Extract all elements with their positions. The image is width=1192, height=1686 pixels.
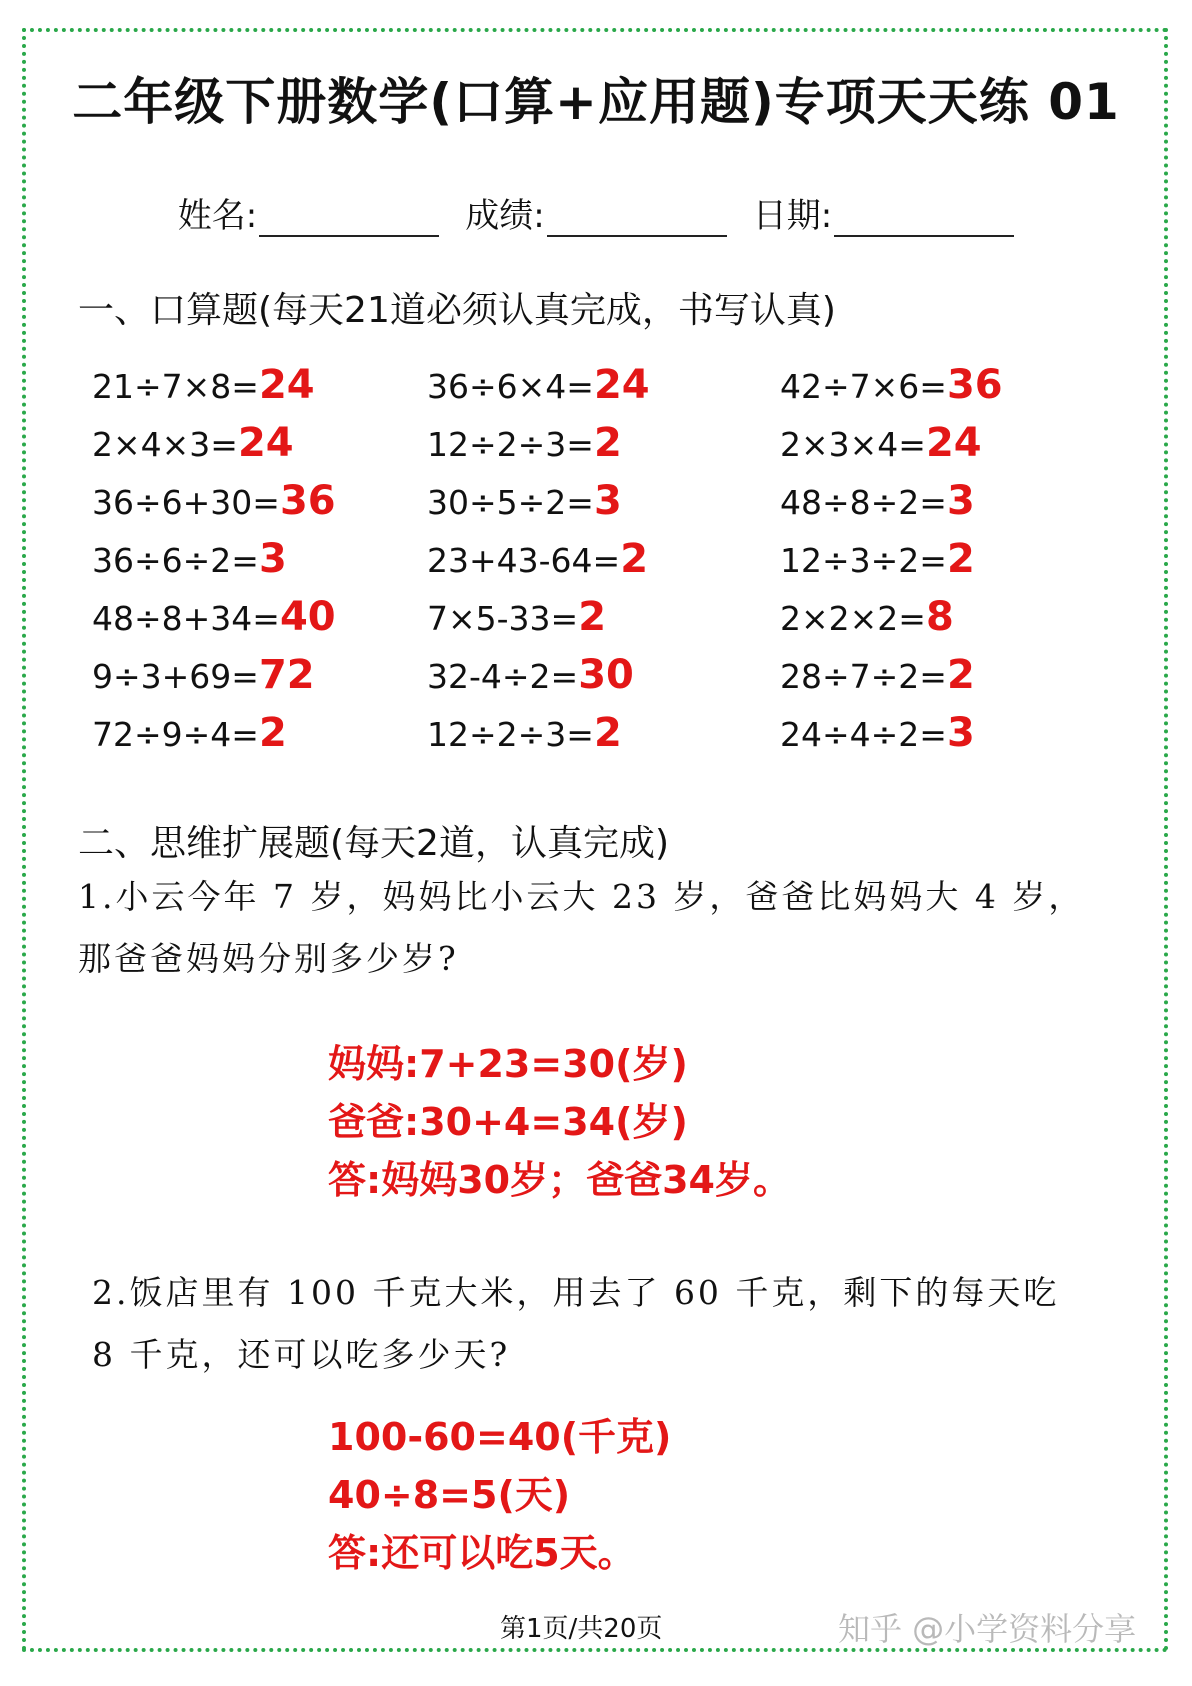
answer: 2 <box>258 710 287 756</box>
problem: 32-4÷2=30 <box>427 652 634 698</box>
problem: 12÷3÷2=2 <box>780 536 975 582</box>
name-field[interactable]: 姓名: <box>178 188 439 237</box>
problem: 42÷7×6=36 <box>780 362 1003 408</box>
answer: 36 <box>279 478 336 524</box>
section2-heading: 二、思维扩展题(每天2道，认真完成) <box>78 823 669 864</box>
problem: 2×3×4=24 <box>780 420 982 466</box>
solution-2: 100-60=40(千克) 40÷8=5(天) 答:还可以吃5天。 <box>328 1415 672 1575</box>
question-1: 1.小云今年 7 岁，妈妈比小云大 23 岁，爸爸比妈妈大 4 岁， 那爸爸妈妈分别多少岁? <box>78 877 1085 978</box>
problem: 36÷6÷2=3 <box>92 536 287 582</box>
answer: 2 <box>593 710 622 756</box>
problem: 36÷6×4=24 <box>427 362 650 408</box>
problem: 7×5-33=2 <box>427 594 607 640</box>
problem: 2×2×2=8 <box>780 594 954 640</box>
problem: 28÷7÷2=2 <box>780 652 975 698</box>
answer: 3 <box>593 478 622 524</box>
problem: 12÷2÷3=2 <box>427 420 622 466</box>
date-blank[interactable] <box>834 205 1014 237</box>
answer: 2 <box>593 420 622 466</box>
answer: 36 <box>946 362 1003 408</box>
problem: 2×4×3=24 <box>92 420 294 466</box>
problem: 36÷6+30=36 <box>92 478 336 524</box>
answer: 2 <box>578 594 607 640</box>
name-blank[interactable] <box>259 205 439 237</box>
date-field[interactable]: 日期: <box>753 188 1014 237</box>
answer: 24 <box>593 362 650 408</box>
page-title: 二年级下册数学(口算+应用题)专项天天练 01 <box>72 73 1120 131</box>
problem: 48÷8+34=40 <box>92 594 336 640</box>
answer: 2 <box>946 652 975 698</box>
problem: 48÷8÷2=3 <box>780 478 975 524</box>
answer: 3 <box>946 710 975 756</box>
problem: 30÷5÷2=3 <box>427 478 622 524</box>
answer: 2 <box>620 536 649 582</box>
answer: 24 <box>237 420 294 466</box>
watermark: 知乎 @小学资料分享 <box>838 1610 1137 1648</box>
answer: 30 <box>578 652 634 698</box>
answer: 3 <box>258 536 287 582</box>
answer: 40 <box>279 594 336 640</box>
score-field[interactable]: 成绩: <box>465 188 726 237</box>
answer: 72 <box>258 652 315 698</box>
page-footer: 第1页/共20页 <box>500 1614 663 1644</box>
answer: 2 <box>946 536 975 582</box>
problem: 72÷9÷4=2 <box>92 710 287 756</box>
answer: 24 <box>258 362 315 408</box>
problem: 12÷2÷3=2 <box>427 710 622 756</box>
answer: 8 <box>925 594 954 640</box>
problem: 21÷7×8=24 <box>92 362 315 408</box>
question-2: 2.饭店里有 100 千克大米，用去了 60 千克，剩下的每天吃 8 千克，还可以吃多少天? <box>92 1273 1060 1374</box>
problem: 24÷4÷2=3 <box>780 710 975 756</box>
solution-1: 妈妈:7+23=30(岁) 爸爸:30+4=34(岁) 答:妈妈30岁；爸爸34岁。 <box>328 1042 791 1202</box>
mental-math-grid <box>92 362 1132 792</box>
answer: 3 <box>946 478 975 524</box>
problem: 9÷3+69=72 <box>92 652 315 698</box>
section1-heading: 一、口算题(每天21道必须认真完成，书写认真) <box>78 290 836 331</box>
problem: 23+43-64=2 <box>427 536 649 582</box>
student-info-row <box>0 188 1192 237</box>
score-blank[interactable] <box>547 205 727 237</box>
answer: 24 <box>925 420 982 466</box>
